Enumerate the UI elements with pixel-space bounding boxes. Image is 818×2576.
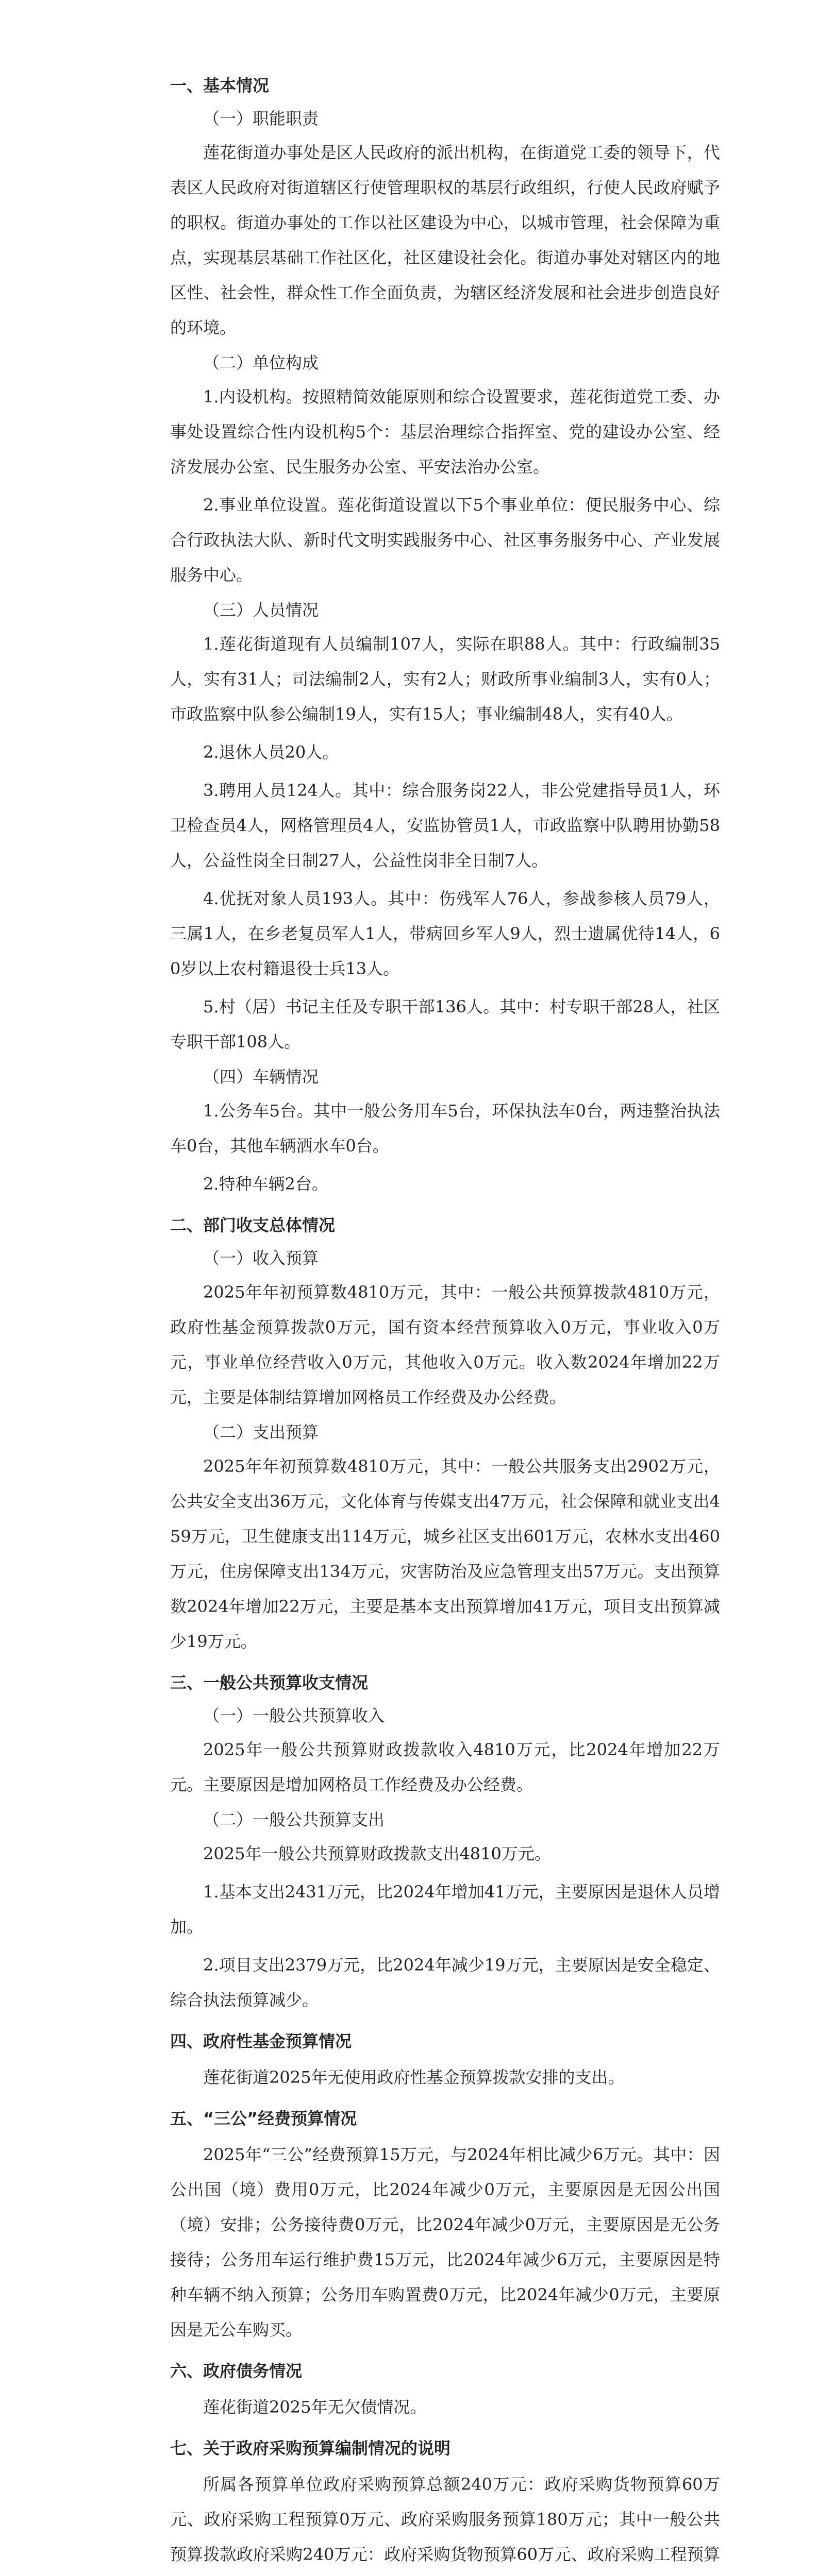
paragraph-general-income: 2025年一般公共预算财政拨款收入4810万元，比2024年增加22万元。主要原因是增加网格员工作经费及办公经费。 xyxy=(170,1740,720,1794)
section-heading-three-public-expenses: 五、“三公”经费预算情况 xyxy=(170,2109,357,2128)
subheading-general-expense: （二）一般公共预算支出 xyxy=(203,1810,385,1829)
paragraph-staff-establishment: 1.莲花街道现有人员编制107人，实际在职88人。其中：行政编制35人，实有31人；司法编制2人，实有2人；财政所事业编制3人，实有0人；市政监察中队参公编制19人，实有15人；事业编制48人，实有40人。 xyxy=(170,634,720,724)
section-heading-procurement: 七、关于政府采购预算编制情况的说明 xyxy=(170,2438,451,2458)
section-heading-government-debt: 六、政府债务情况 xyxy=(170,2361,303,2381)
paragraph-contract-staff: 3.聘用人员124人。其中：综合服务岗22人，非公党建指导员1人，环卫检查员4人，网格管理员4人，安监协管员1人，市政监察中队聘用协勤58人，公益性岗全日制27人，公益性岗非全日制7人。 xyxy=(170,781,720,870)
paragraph-government-debt: 莲花街道2025年无欠债情况。 xyxy=(203,2397,427,2417)
paragraph-special-care: 4.优抚对象人员193人。其中：伤残军人76人，参战参核人员79人，三属1人，在乡老复员军人1人，带病回乡军人9人，烈士遗属优待14人，60岁以上农村籍退役士兵13人。 xyxy=(170,889,720,978)
paragraph-retirees: 2.退休人员20人。 xyxy=(203,742,339,762)
paragraph-procurement: 所属各预算单位政府采购预算总额240万元：政府采购货物预算60万元、政府采购工程预算0万元、政府采购服务预算180万元；其中一般公共预算拨款政府采购240万元：政府采购货物预算60万元、政府采购工程预算 xyxy=(170,2475,720,2564)
subheading-income-budget: （一）收入预算 xyxy=(203,1248,319,1268)
paragraph-government-fund: 莲花街道2025年无使用政府性基金预算拨款安排的支出。 xyxy=(203,2067,625,2087)
subheading-staff: （三）人员情况 xyxy=(203,600,319,620)
section-heading-overall-budget: 二、部门收支总体情况 xyxy=(170,1215,336,1235)
paragraph-internal-bodies: 1.内设机构。按照精简效能原则和综合设置要求，莲花街道党工委、办事处设置综合性内设机构5个：基层治理综合指挥室、党的建设办公室、经济发展办公室、民生服务办公室、平安法治办公室。 xyxy=(170,387,720,477)
section-heading-government-fund: 四、政府性基金预算情况 xyxy=(170,2031,352,2051)
paragraph-basic-expense: 1.基本支出2431万元，比2024年增加41万元，主要原因是退休人员增加。 xyxy=(170,1882,720,1937)
paragraph-general-expense: 2025年一般公共预算财政拨款支出4810万元。 xyxy=(203,1844,551,1863)
subheading-general-income: （一）一般公共预算收入 xyxy=(203,1706,385,1725)
subheading-unit-composition: （二）单位构成 xyxy=(203,353,319,372)
paragraph-special-vehicles: 2.特种车辆2台。 xyxy=(203,1174,328,1194)
paragraph-three-public-expenses: 2025年“三公”经费预算15万元，与2024年相比减少6万元。其中：因公出国（境）费用0万元，比2024年减少0万元，主要原因是无因公出国（境）安排；公务接待费0万元，比2024年减少0万元，主要原因是无公务接待；公务用车运行维护费15万元，比2024年减少6万元，主要原因是特种车辆不纳入预算；公务用车购置费0万元，比2024年减少0万元，主要原因是无公车购买。 xyxy=(170,2145,720,2340)
paragraph-village-cadres: 5.村（居）书记主任及专职干部136人。其中：村专职干部28人，社区专职干部108人。 xyxy=(170,997,720,1052)
paragraph-project-expense: 2.项目支出2379万元，比2024年减少19万元，主要原因是安全稳定、综合执法预算减少。 xyxy=(170,1955,720,2010)
subheading-duties: （一）职能职责 xyxy=(203,109,319,128)
paragraph-income-budget: 2025年年初预算数4810万元，其中：一般公共预算拨款4810万元，政府性基金预算拨款0万元，国有资本经营预算收入0万元，事业收入0万元，事业单位经营收入0万元，其他收入0万元。收入数2024年增加22万元，主要是体制结算增加网格员工作经费及办公经费。 xyxy=(170,1282,720,1407)
section-heading-basic-info: 一、基本情况 xyxy=(170,76,270,95)
section-heading-general-budget: 三、一般公共预算收支情况 xyxy=(170,1673,369,1692)
paragraph-public-institutions: 2.事业单位设置。莲花街道设置以下5个事业单位：便民服务中心、综合行政执法大队、新时代文明实践服务中心、社区事务服务中心、产业发展服务中心。 xyxy=(170,495,720,585)
subheading-vehicles: （四）车辆情况 xyxy=(203,1067,319,1087)
paragraph-official-vehicles: 1.公务车5台。其中一般公务用车5台，环保执法车0台，两违整治执法车0台，其他车辆洒水车0台。 xyxy=(170,1101,720,1156)
subheading-expense-budget: （二）支出预算 xyxy=(203,1422,319,1442)
paragraph-duties: 莲花街道办事处是区人民政府的派出机构，在街道党工委的领导下，代表区人民政府对街道辖区行使管理职权的基层行政组织，行使人民政府赋予的职权。街道办事处的工作以社区建设为中心，以城市管理，社会保障为重点，实现基层基础工作社区化，社区建设社会化。街道办事处对辖区内的地区性、社会性，群众性工作全面负责，为辖区经济发展和社会进步创造良好的环境。 xyxy=(170,143,720,337)
paragraph-expense-budget: 2025年年初预算数4810万元，其中：一般公共服务支出2902万元，公共安全支出36万元，文化体育与传媒支出47万元，社会保障和就业支出459万元，卫生健康支出114万元，城乡社区支出601万元，农林水支出460万元，住房保障支出134万元，灾害防治及应急管理支出57万元。支出预算数2024年增加22万元，主要是基本支出预算增加41万元，项目支出预算减少19万元。 xyxy=(170,1456,720,1651)
document-body xyxy=(170,71,720,2576)
